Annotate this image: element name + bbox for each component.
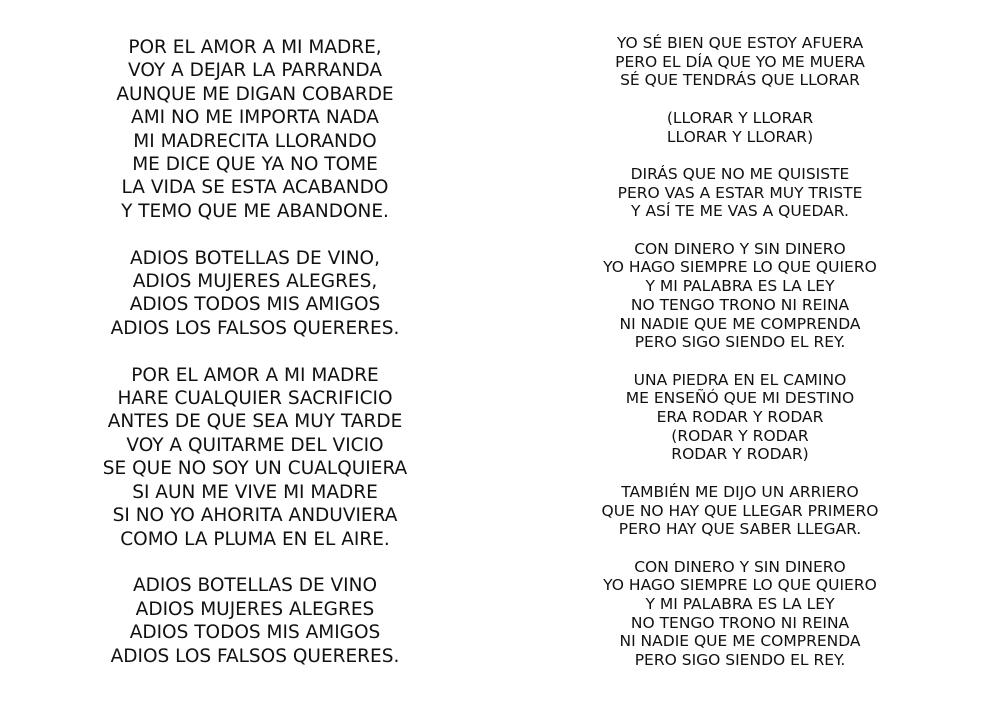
- lyric-line: NO TENGO TRONO NI REINA: [630, 613, 850, 632]
- lyric-line: ADIOS BOTELLAS DE VINO: [132, 575, 378, 597]
- lyric-line: (RODAR Y RODAR: [671, 426, 809, 445]
- lyric-line: NI NADIE QUE ME COMPRENDA: [619, 314, 861, 333]
- lyric-line: CON DINERO Y SIN DINERO: [634, 557, 846, 576]
- lyric-line: DIRÁS QUE NO ME QUISISTE: [630, 164, 850, 183]
- lyric-line: TAMBIÉN ME DIJO UN ARRIERO: [621, 482, 859, 501]
- lyric-line: QUE NO HAY QUE LLEGAR PRIMERO: [601, 501, 879, 520]
- lyric-line: SI NO YO AHORITA ANDUVIERA: [112, 505, 398, 527]
- lyric-line: SI AUN ME VIVE MI MADRE: [132, 481, 378, 503]
- lyric-line: ADIOS MUJERES ALEGRES,: [132, 271, 378, 293]
- lyric-line: YO SÉ BIEN QUE ESTOY AFUERA: [616, 34, 864, 52]
- lyric-line: ADIOS TODOS MIS AMIGOS: [129, 294, 381, 316]
- stanza: [55, 364, 455, 551]
- lyric-line: COMO LA PLUMA EN EL AIRE.: [120, 528, 390, 550]
- lyric-line: ME DICE QUE YA NO TOME: [132, 154, 378, 176]
- lyric-line: VOY A QUITARME DEL VICIO: [126, 434, 384, 456]
- stanza: [55, 247, 455, 341]
- lyric-line: LLORAR Y LLORAR): [666, 127, 814, 146]
- lyric-line: YO HAGO SIEMPRE LO QUE QUIERO: [603, 258, 877, 277]
- lyric-line: ADIOS MUJERES ALEGRES: [135, 598, 375, 620]
- stanza: [540, 371, 940, 465]
- lyric-line: ADIOS BOTELLAS DE VINO,: [130, 247, 380, 269]
- stanza: [55, 574, 455, 668]
- lyric-line: PERO EL DÍA QUE YO ME MUERA: [615, 52, 865, 71]
- lyric-line: ANTES DE QUE SEA MUY TARDE: [107, 411, 403, 433]
- lyric-line: SÉ QUE TENDRÁS QUE LLORAR: [620, 71, 860, 90]
- stanza: [540, 109, 940, 146]
- stanza: [540, 483, 940, 539]
- lyric-line: SE QUE NO SOY UN CUALQUIERA: [102, 458, 408, 480]
- lyric-line: HARE CUALQUIER SACRIFICIO: [117, 388, 393, 410]
- lyric-line: ADIOS LOS FALSOS QUERERES.: [110, 317, 400, 339]
- lyric-line: (LLORAR Y LLORAR: [666, 108, 814, 127]
- lyrics-column-left: [55, 36, 455, 668]
- lyric-line: Y MI PALABRA ES LA LEY: [645, 277, 835, 296]
- lyrics-column-right: [540, 34, 940, 670]
- lyric-line: POR EL AMOR A MI MADRE,: [128, 37, 382, 58]
- lyric-line: NO TENGO TRONO NI REINA: [630, 295, 850, 314]
- stanza: [55, 36, 455, 223]
- lyric-line: PERO SIGO SIENDO EL REY.: [634, 651, 846, 670]
- lyric-line: AMI NO ME IMPORTA NADA: [131, 107, 379, 129]
- lyric-line: Y ASÍ TE ME VAS A QUEDAR.: [631, 202, 849, 221]
- lyric-line: VOY A DEJAR LA PARRANDA: [128, 60, 382, 82]
- lyric-line: LA VIDA SE ESTA ACABANDO: [121, 177, 389, 199]
- lyric-line: PERO VAS A ESTAR MUY TRISTE: [617, 183, 863, 202]
- lyric-line: NI NADIE QUE ME COMPRENDA: [619, 632, 861, 651]
- lyric-line: Y TEMO QUE ME ABANDONE.: [121, 200, 389, 222]
- lyric-line: RODAR Y RODAR): [671, 445, 809, 464]
- lyric-line: Y MI PALABRA ES LA LEY: [645, 595, 835, 613]
- stanza: [540, 165, 940, 221]
- lyric-line: ADIOS TODOS MIS AMIGOS: [129, 622, 381, 644]
- lyric-line: AUNQUE ME DIGAN COBARDE: [116, 83, 394, 105]
- stanza: [540, 558, 940, 670]
- stanza: [540, 240, 940, 352]
- lyric-line: POR EL AMOR A MI MADRE: [131, 364, 379, 386]
- lyric-line: PERO SIGO SIENDO EL REY.: [634, 333, 846, 352]
- lyric-line: YO HAGO SIEMPRE LO QUE QUIERO: [603, 576, 877, 595]
- lyric-line: PERO HAY QUE SABER LLEGAR.: [618, 520, 862, 539]
- stanza: [540, 34, 940, 90]
- lyric-line: ME ENSEÑÓ QUE MI DESTINO: [625, 389, 855, 408]
- lyric-line: ERA RODAR Y RODAR: [656, 408, 824, 426]
- lyric-line: CON DINERO Y SIN DINERO: [634, 239, 846, 258]
- lyric-line: MI MADRECITA LLORANDO: [133, 130, 377, 152]
- lyric-line: ADIOS LOS FALSOS QUERERES.: [110, 645, 400, 667]
- lyric-line: UNA PIEDRA EN EL CAMINO: [633, 370, 847, 389]
